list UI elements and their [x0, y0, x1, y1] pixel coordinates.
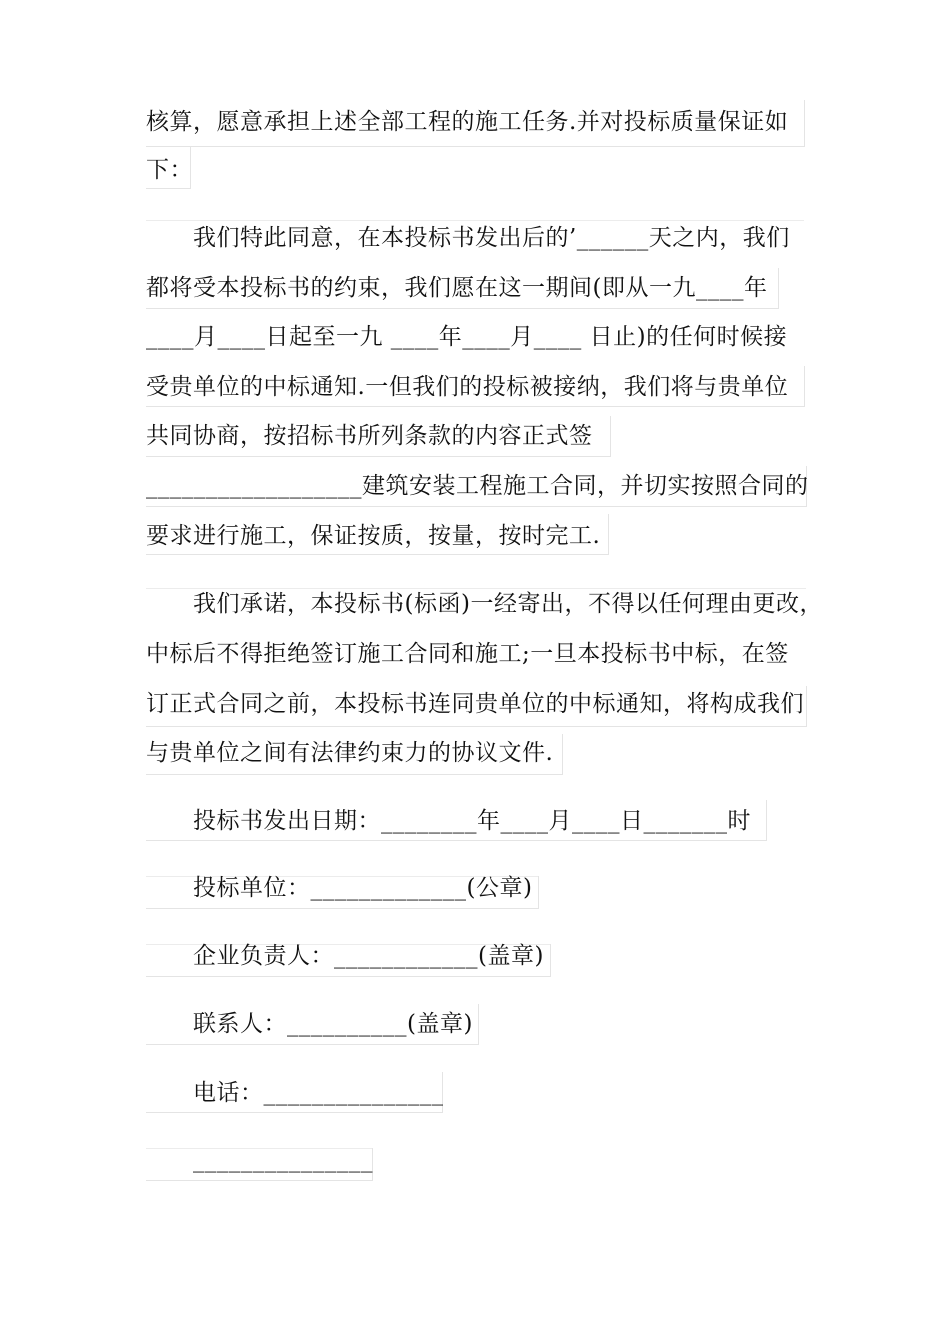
paragraph-line: 受贵单位的中标通知.一但我们的投标被接纳，我们将与贵单位 — [146, 374, 789, 400]
bidder-unit-line: 投标单位：_____________(公章) — [193, 875, 533, 901]
paragraph-line: 与贵单位之间有法律约束力的协议文件. — [146, 740, 554, 766]
paragraph-line: 共同协商，按招标书所列条款的内容正式签 — [146, 423, 593, 449]
paragraph-line: ____月____日起至一九 ____年____月____ 日止)的任何时候接 — [146, 324, 788, 350]
paragraph-line: 我们特此同意，在本投标书发出后的’______天之内，我们 — [193, 225, 790, 251]
contact-person-line: 联系人：__________(盖章) — [193, 1011, 473, 1037]
paragraph-line: 我们承诺，本投标书(标函)一经寄出，不得以任何理由更改， — [193, 591, 823, 617]
paragraph-line: 下： — [146, 157, 193, 183]
paragraph-line: 核算，愿意承担上述全部工程的施工任务.并对投标质量保证如 — [146, 109, 789, 135]
blank-line: _______________ — [193, 1147, 373, 1173]
phone-line: 电话：_______________ — [193, 1080, 444, 1106]
paragraph-line: 都将受本投标书的约束，我们愿在这一期间(即从一九____年 — [146, 275, 768, 301]
paragraph-line: __________________建筑安装工程施工合同，并切实按照合同的 — [146, 473, 809, 499]
issue-date-line: 投标书发出日期：________年____月____日_______时 — [193, 808, 751, 834]
paragraph-line: 中标后不得拒绝签订施工合同和施工;一旦本投标书中标，在签 — [146, 641, 789, 667]
legal-representative-line: 企业负责人：____________(盖章) — [193, 943, 544, 969]
paragraph-line: 要求进行施工，保证按质，按量，按时完工. — [146, 523, 601, 549]
paragraph-line: 订正式合同之前，本投标书连同贵单位的中标通知，将构成我们 — [146, 691, 804, 717]
